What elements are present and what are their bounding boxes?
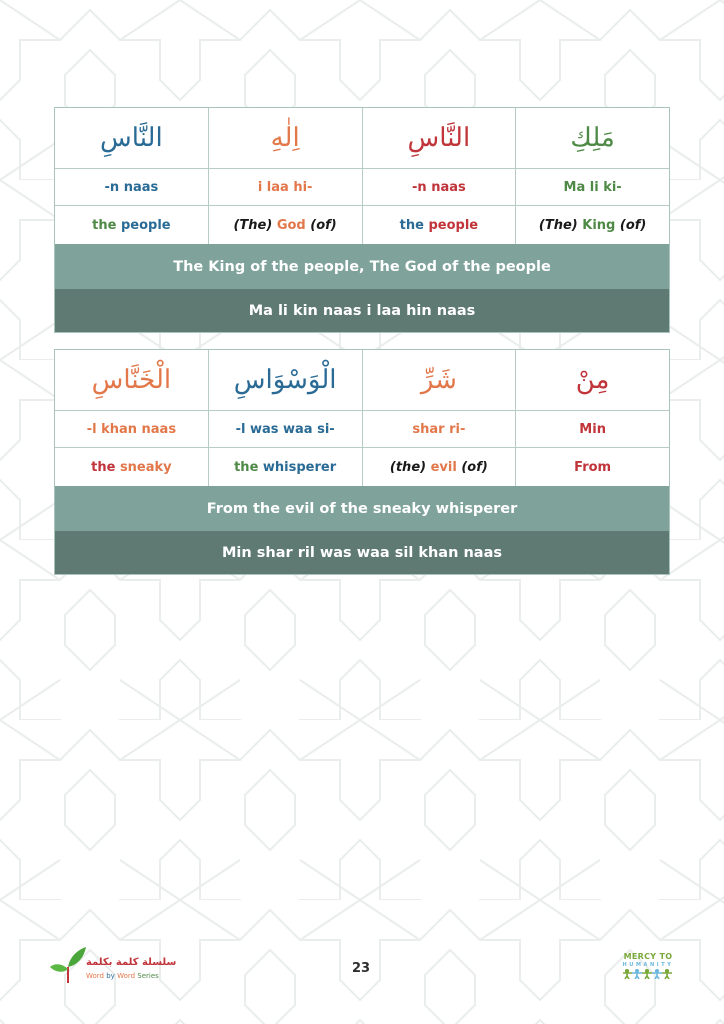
pronunciation-band: Ma li kin naas i laa hin naas (55, 289, 669, 332)
logo-arabic-text: سلسلة كلمة بكلمة (86, 957, 177, 968)
arabic-text: النَّاسِ (407, 123, 471, 153)
logo-word: Word (86, 972, 104, 980)
english-pre: the (92, 217, 117, 233)
english-pre: (The) (233, 217, 273, 233)
people-chain-icon (623, 969, 673, 979)
english-row (55, 206, 669, 244)
word-by-word-series-logo (50, 945, 177, 985)
logo-line-2: HUMANITY (622, 962, 674, 968)
arabic-text: النَّاسِ (100, 123, 163, 153)
arabic-word (55, 108, 209, 169)
transliteration-cell: -l was waa si- (209, 411, 363, 448)
translation-band: The King of the people, The God of the people (55, 244, 669, 289)
logo-word: by (106, 972, 115, 980)
english-main: people (120, 217, 171, 233)
english-main: From (574, 459, 612, 475)
transliteration-cell: -n naas (363, 169, 517, 206)
arabic-text: اِلٰهِ (270, 123, 300, 153)
logo-word: Word (117, 972, 136, 980)
transliteration-row (55, 169, 669, 206)
transliteration-cell: i laa hi- (209, 169, 363, 206)
page-number: 23 (352, 961, 371, 976)
english-main: people (428, 217, 479, 233)
arabic-word (209, 350, 363, 411)
arabic-text: مَلِكِ (570, 123, 615, 153)
transliteration-cell: Ma li ki- (516, 169, 669, 206)
english-pre: (The) (538, 217, 578, 233)
word-table-1 (54, 107, 670, 333)
arabic-text: الْخَنَّاسِ (91, 365, 172, 395)
arabic-word (363, 108, 517, 169)
english-pre: (the) (389, 459, 427, 475)
arabic-row (55, 350, 669, 411)
sprout-icon (50, 945, 86, 985)
english-cell (516, 448, 669, 486)
english-cell (516, 206, 669, 244)
logo-line-1: MERCY TO (623, 952, 673, 961)
transliteration-cell: -n naas (55, 169, 209, 206)
transliteration-cell: Min (516, 411, 669, 448)
english-post: (of) (310, 217, 337, 233)
logo-english-text (86, 972, 159, 980)
arabic-word (55, 350, 209, 411)
arabic-text: الْوَسْوَاسِ (233, 365, 337, 395)
english-cell (55, 448, 209, 486)
english-main: evil (430, 459, 457, 475)
arabic-word (516, 108, 669, 169)
english-cell (209, 206, 363, 244)
english-main: King (582, 217, 616, 233)
english-main: whisperer (262, 459, 337, 475)
arabic-text: شَرِّ (420, 365, 457, 395)
english-cell (363, 448, 517, 486)
english-pre: the (234, 459, 259, 475)
word-table-2 (54, 349, 670, 575)
english-cell (55, 206, 209, 244)
logo-word: Series (137, 972, 159, 980)
mercy-to-humanity-logo (618, 952, 678, 988)
arabic-row (55, 108, 669, 169)
english-pre: the (91, 459, 116, 475)
english-pre: the (399, 217, 424, 233)
arabic-word (516, 350, 669, 411)
arabic-word (209, 108, 363, 169)
english-cell (363, 206, 517, 244)
transliteration-cell: shar ri- (363, 411, 517, 448)
transliteration-row (55, 411, 669, 448)
english-row (55, 448, 669, 486)
pronunciation-band: Min shar ril was waa sil khan naas (55, 531, 669, 574)
english-cell (209, 448, 363, 486)
english-main: God (276, 217, 306, 233)
arabic-text: مِنْ (575, 365, 610, 395)
english-main: sneaky (119, 459, 172, 475)
transliteration-cell: -l khan naas (55, 411, 209, 448)
arabic-word (363, 350, 517, 411)
english-post: (of) (619, 217, 647, 233)
english-post: (of) (461, 459, 488, 475)
translation-band: From the evil of the sneaky whisperer (55, 486, 669, 531)
